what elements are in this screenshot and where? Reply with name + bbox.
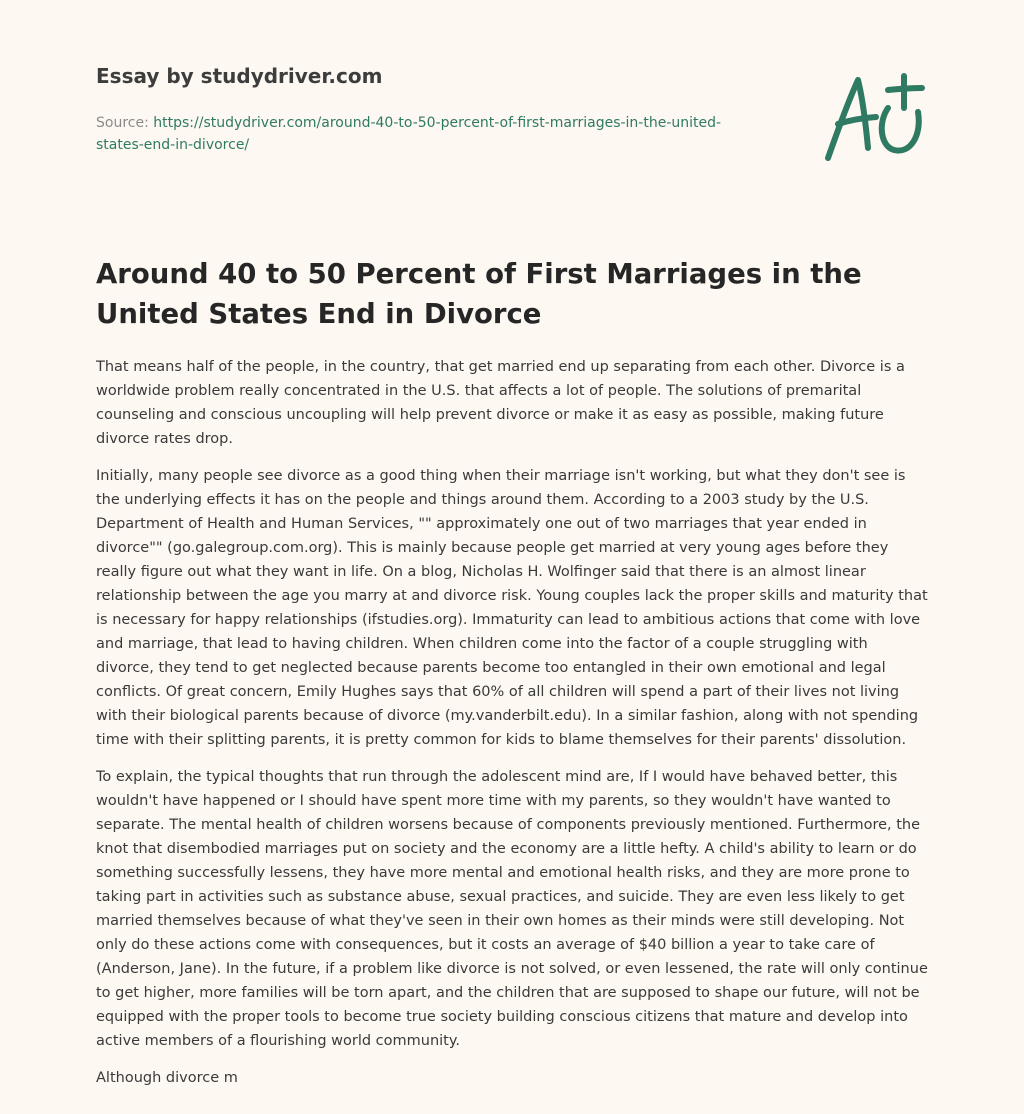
a-plus-logo-icon	[818, 66, 930, 166]
essay-paragraph: Initially, many people see divorce as a good thing when their marriage isn't working, but what they don't see is the underlying effects it has on the people and things around them. According to a 2003 study by the U.S. Department of Health and Human Services, "" approximately one out of two marriages that year ended in divorce"" (go.galegroup.com.org). This is mainly because people get married at very young ages before they really figure out what they want in life. On a blog, Nicholas H. Wolfinger said that there is an almost linear relationship between the age you marry at and divorce risk. Young couples lack the proper skills and maturity that is necessary for happy relationships (ifstudies.org). Immaturity can lead to ambitious actions that come with love and marriage, that lead to having children. When children come into the factor of a couple struggling with divorce, they tend to get neglected because parents become too entangled in their own emotional and legal conflicts. Of great concern, Emily Hughes says that 60% of all children will spend a part of their lives not living with their biological parents because of divorce (my.vanderbilt.edu). In a similar fashion, along with not spending time with their splitting parents, it is pretty common for kids to blame themselves for their parents' dissolution.	[96, 468, 928, 748]
source-link[interactable]: https://studydriver.com/around-40-to-50-percent-of-first-marriages-in-the-united-states-end-in-divorce/	[96, 115, 722, 153]
site-title: Essay by studydriver.com	[96, 64, 383, 88]
essay-title: Around 40 to 50 Percent of First Marriages in the United States End in Divorce	[96, 258, 862, 330]
source-label: Source:	[96, 115, 149, 131]
essay-paragraph: To explain, the typical thoughts that run through the adolescent mind are, If I would have behaved better, this wouldn't have happened or I should have spent more time with my parents, so they wouldn't have wanted to separate. The mental health of children worsens because of components previously mentioned. Furthermore, the knot that disembodied marriages put on society and the economy are a little hefty. A child's ability to learn or do something successfully lessens, they have more mental and emotional health risks, and they are more prone to taking part in activities such as substance abuse, sexual practices, and suicide. They are even less likely to get married themselves because of what they've seen in their own homes as their minds were still developing. Not only do these actions come with consequences, but it costs an average of $40 billion a year to take care of (Anderson, Jane). In the future, if a problem like divorce is not solved, or even lessened, the rate will only continue to get higher, more families will be torn apart, and the children that are supposed to shape our future, will not be equipped with the proper tools to become true society building conscious citizens that mature and develop into active members of a flourishing world community.	[96, 769, 928, 1049]
source-line	[96, 112, 736, 156]
essay-paragraph: Although divorce m	[96, 1070, 238, 1086]
essay-paragraph: That means half of the people, in the country, that get married end up separating from each other. Divorce is a worldwide problem really concentrated in the U.S. that affects a lot of people. The solutions of premarital counseling and conscious uncoupling will help prevent divorce or make it as easy as possible, making future divorce rates drop.	[96, 359, 905, 447]
essay-body	[96, 355, 928, 1103]
